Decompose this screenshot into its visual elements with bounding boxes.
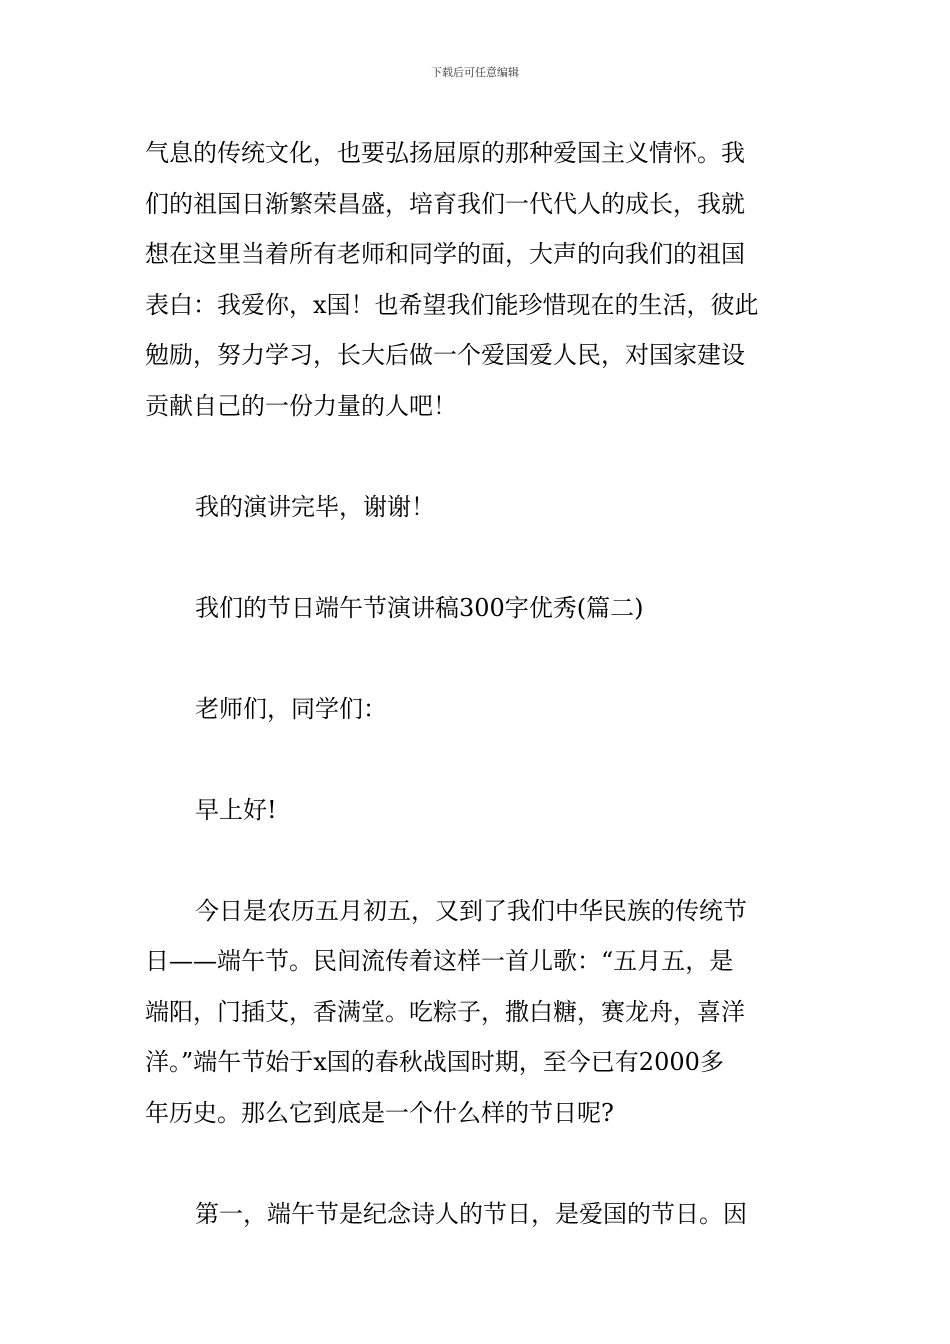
text-line: 洋。”端午节始于x国的春秋战国时期，至今已有2000多 [145,1048,724,1076]
text-line: 们的祖国日渐繁荣昌盛，培育我们一代代人的成长，我就 [145,189,745,218]
paragraph-gap [145,734,807,785]
salutation [145,684,807,735]
page-header-note: 下载后可任意编辑 [431,66,519,79]
text-line: 我们的节日端午节演讲稿300字优秀(篇二) [195,593,644,622]
text-line: 早上好! [195,795,277,824]
text-line: 表白：我爱你，x国！也希望我们能珍惜现在的生活，彼此 [145,290,759,319]
text-line: 我的演讲完毕，谢谢！ [195,492,435,521]
text-line: 老师们，同学们： [195,694,387,723]
text-line: 今日是农历五月初五，又到了我们中华民族的传统节 [195,896,747,925]
document-body [145,128,807,1239]
text-line: 贡献自己的一份力量的人吧！ [145,391,457,420]
paragraph [145,1189,807,1240]
section-title [145,583,807,634]
paragraph-gap [145,633,807,684]
paragraph-gap [145,1138,807,1189]
text-line: 第一，端午节是纪念诗人的节日，是爱国的节日。因 [195,1199,747,1228]
paragraph [145,482,807,533]
paragraph [145,886,807,1139]
text-line: 勉励，努力学习，长大后做一个爱国爱人民，对国家建设 [145,341,745,369]
text-line: 想在这里当着所有老师和同学的面，大声的向我们的祖国 [145,240,745,268]
paragraph-gap [145,835,807,886]
paragraph-gap [145,431,807,482]
text-line: 年历史。那么它到底是一个什么样的节日呢? [145,1098,614,1127]
text-line: 端阳，门插艾，香满堂。吃粽子，撒白糖，赛龙舟，喜洋 [145,997,745,1026]
greeting [145,785,807,836]
paragraph [145,128,807,431]
text-line: 气息的传统文化，也要弘扬屈原的那种爱国主义情怀。我 [145,139,745,167]
paragraph-gap [145,532,807,583]
text-line: 日——端午节。民间流传着这样一首儿歌：“五月五，是 [145,947,734,975]
